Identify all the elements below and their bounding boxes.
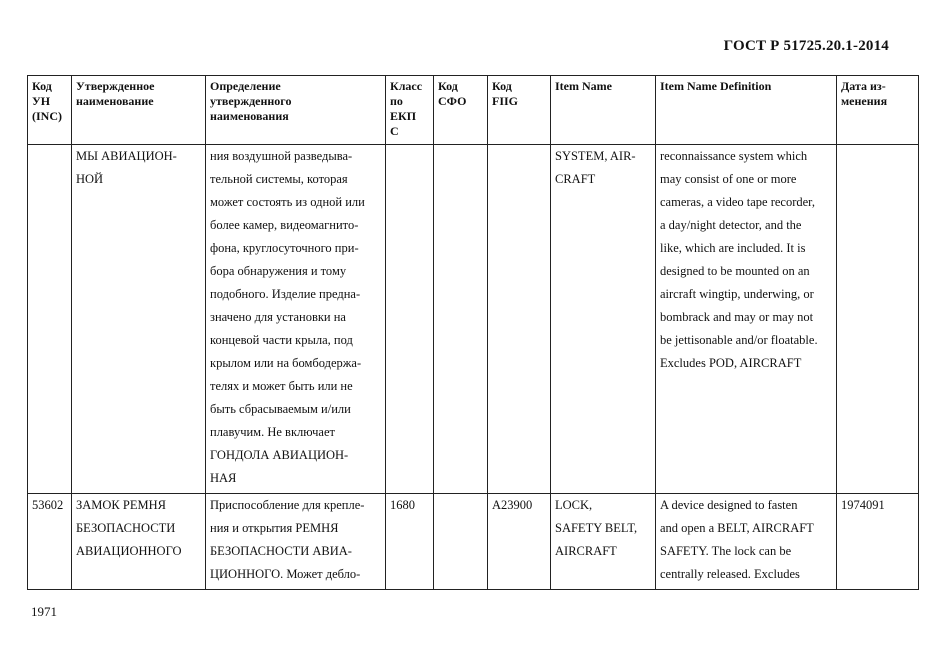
cell-text-line: Утвержденное [76, 79, 155, 93]
header-item-name [551, 76, 656, 145]
cell-text-line: ГОНДОЛА АВИАЦИОН- [210, 448, 349, 462]
cell-text-line: ЦИОННОГО. Может дебло- [210, 567, 361, 581]
cell-text-line: like, which are included. It is [660, 241, 806, 255]
cell-fiig-code [488, 145, 551, 494]
cell-text-line: более камер, видеомагнито- [210, 218, 359, 232]
cell-text-line: БЕЗОПАСНОСТИ АВИА- [210, 544, 352, 558]
cell-text-line: НОЙ [76, 172, 104, 186]
cell-sfo-code [434, 494, 488, 590]
cell-text-line: быть сбрасываемым и/или [210, 402, 351, 416]
cell-text-line: LOCK, [555, 498, 593, 512]
cell-text-line: Дата из- [841, 79, 886, 93]
header-definition [206, 76, 386, 145]
cell-item-name-definition [656, 145, 837, 494]
cell-approved-name [72, 494, 206, 590]
cell-sfo-code [434, 145, 488, 494]
cell-text-line: designed to be mounted on an [660, 264, 810, 278]
cell-text-line: FIIG [492, 94, 519, 108]
cell-text-line: SAFETY BELT, [555, 521, 638, 535]
cell-text-line: ЗАМОК РЕМНЯ [76, 498, 166, 512]
cell-text-line: CRAFT [555, 172, 596, 186]
table-row [28, 494, 919, 590]
cell-text-line: SAFETY. The lock can be [660, 544, 792, 558]
header-approved-name [72, 76, 206, 145]
cell-text-line: cameras, a video tape recorder, [660, 195, 815, 209]
cell-text-line: Item Name Definition [660, 79, 772, 93]
cell-class: 1680 [386, 494, 434, 590]
cell-text-line: менения [841, 94, 888, 108]
cell-text-line: SYSTEM, AIR- [555, 149, 636, 163]
table-header-row [28, 76, 919, 145]
cell-text-line: может состоять из одной или [210, 195, 365, 209]
cell-change-date: 1974091 [837, 494, 919, 590]
cell-text-line: плавучим. Не включает [210, 425, 335, 439]
cell-text-line: подобного. Изделие предна- [210, 287, 361, 301]
cell-text-line: СФО [438, 94, 467, 108]
header-sfo-code [434, 76, 488, 145]
cell-text-line: тельной системы, которая [210, 172, 348, 186]
cell-text-line: (INC) [32, 109, 62, 123]
document-standard-number: ГОСТ Р 51725.20.1-2014 [723, 38, 889, 54]
cell-text-line: С [390, 124, 399, 138]
cell-text-line: be jettisonable and/or floatable. [660, 333, 818, 347]
cell-text-line: Item Name [555, 79, 612, 93]
cell-text-line: бора обнаружения и тому [210, 264, 347, 278]
header-fiig-code [488, 76, 551, 145]
cell-text-line: AIRCRAFT [555, 544, 617, 558]
cell-text-line: Excludes POD, AIRCRAFT [660, 356, 802, 370]
cell-text-line: наименования [210, 109, 289, 123]
cell-text-line: концевой части крыла, под [210, 333, 353, 347]
cell-text-line: телях и может быть или не [210, 379, 353, 393]
cell-text-line: Код [492, 79, 512, 93]
cell-text-line: Класс [390, 79, 423, 93]
cell-text-line: ЕКП [390, 109, 417, 123]
page-number: 1971 [31, 604, 57, 619]
cell-code-un: 53602 [28, 494, 72, 590]
cell-text-line: Приспособление для крепле- [210, 498, 365, 512]
cell-definition [206, 145, 386, 494]
table-row [28, 145, 919, 494]
cell-text-line: БЕЗОПАСНОСТИ [76, 521, 176, 535]
cell-fiig-code: A23900 [488, 494, 551, 590]
header-code-un [28, 76, 72, 145]
cell-text-line: and open a BELT, AIRCRAFT [660, 521, 814, 535]
cell-text-line: aircraft wingtip, underwing, or [660, 287, 814, 301]
cell-text-line: A device designed to fasten [660, 498, 798, 512]
cell-code-un [28, 145, 72, 494]
header-item-name-definition [656, 76, 837, 145]
cell-text-line: крылом или на бомбодержа- [210, 356, 362, 370]
header-class [386, 76, 434, 145]
cell-text-line: Код [32, 79, 52, 93]
cell-text-line: по [390, 94, 403, 108]
classification-table [27, 75, 919, 590]
cell-text-line: значено для установки на [210, 310, 346, 324]
cell-text-line: centrally released. Excludes [660, 567, 800, 581]
cell-text-line: фона, круглосуточного при- [210, 241, 359, 255]
cell-text-line: ния и открытия РЕМНЯ [210, 521, 339, 535]
cell-item-name-definition [656, 494, 837, 590]
cell-text-line: bombrack and may or may not [660, 310, 814, 324]
cell-change-date [837, 145, 919, 494]
cell-text-line: reconnaissance system which [660, 149, 808, 163]
cell-class [386, 145, 434, 494]
cell-text-line: Код [438, 79, 458, 93]
cell-text-line: МЫ АВИАЦИОН- [76, 149, 177, 163]
cell-text-line: НАЯ [210, 471, 237, 485]
cell-definition [206, 494, 386, 590]
cell-item-name [551, 494, 656, 590]
cell-text-line: АВИАЦИОННОГО [76, 544, 182, 558]
cell-text-line: a day/night detector, and the [660, 218, 802, 232]
cell-text-line: УН [32, 94, 51, 108]
cell-item-name [551, 145, 656, 494]
cell-text-line: Определение [210, 79, 281, 93]
header-change-date [837, 76, 919, 145]
cell-approved-name [72, 145, 206, 494]
cell-text-line: утвержденного [210, 94, 292, 108]
cell-text-line: ния воздушной разведыва- [210, 149, 353, 163]
cell-text-line: may consist of one or more [660, 172, 797, 186]
cell-text-line: наименование [76, 94, 154, 108]
